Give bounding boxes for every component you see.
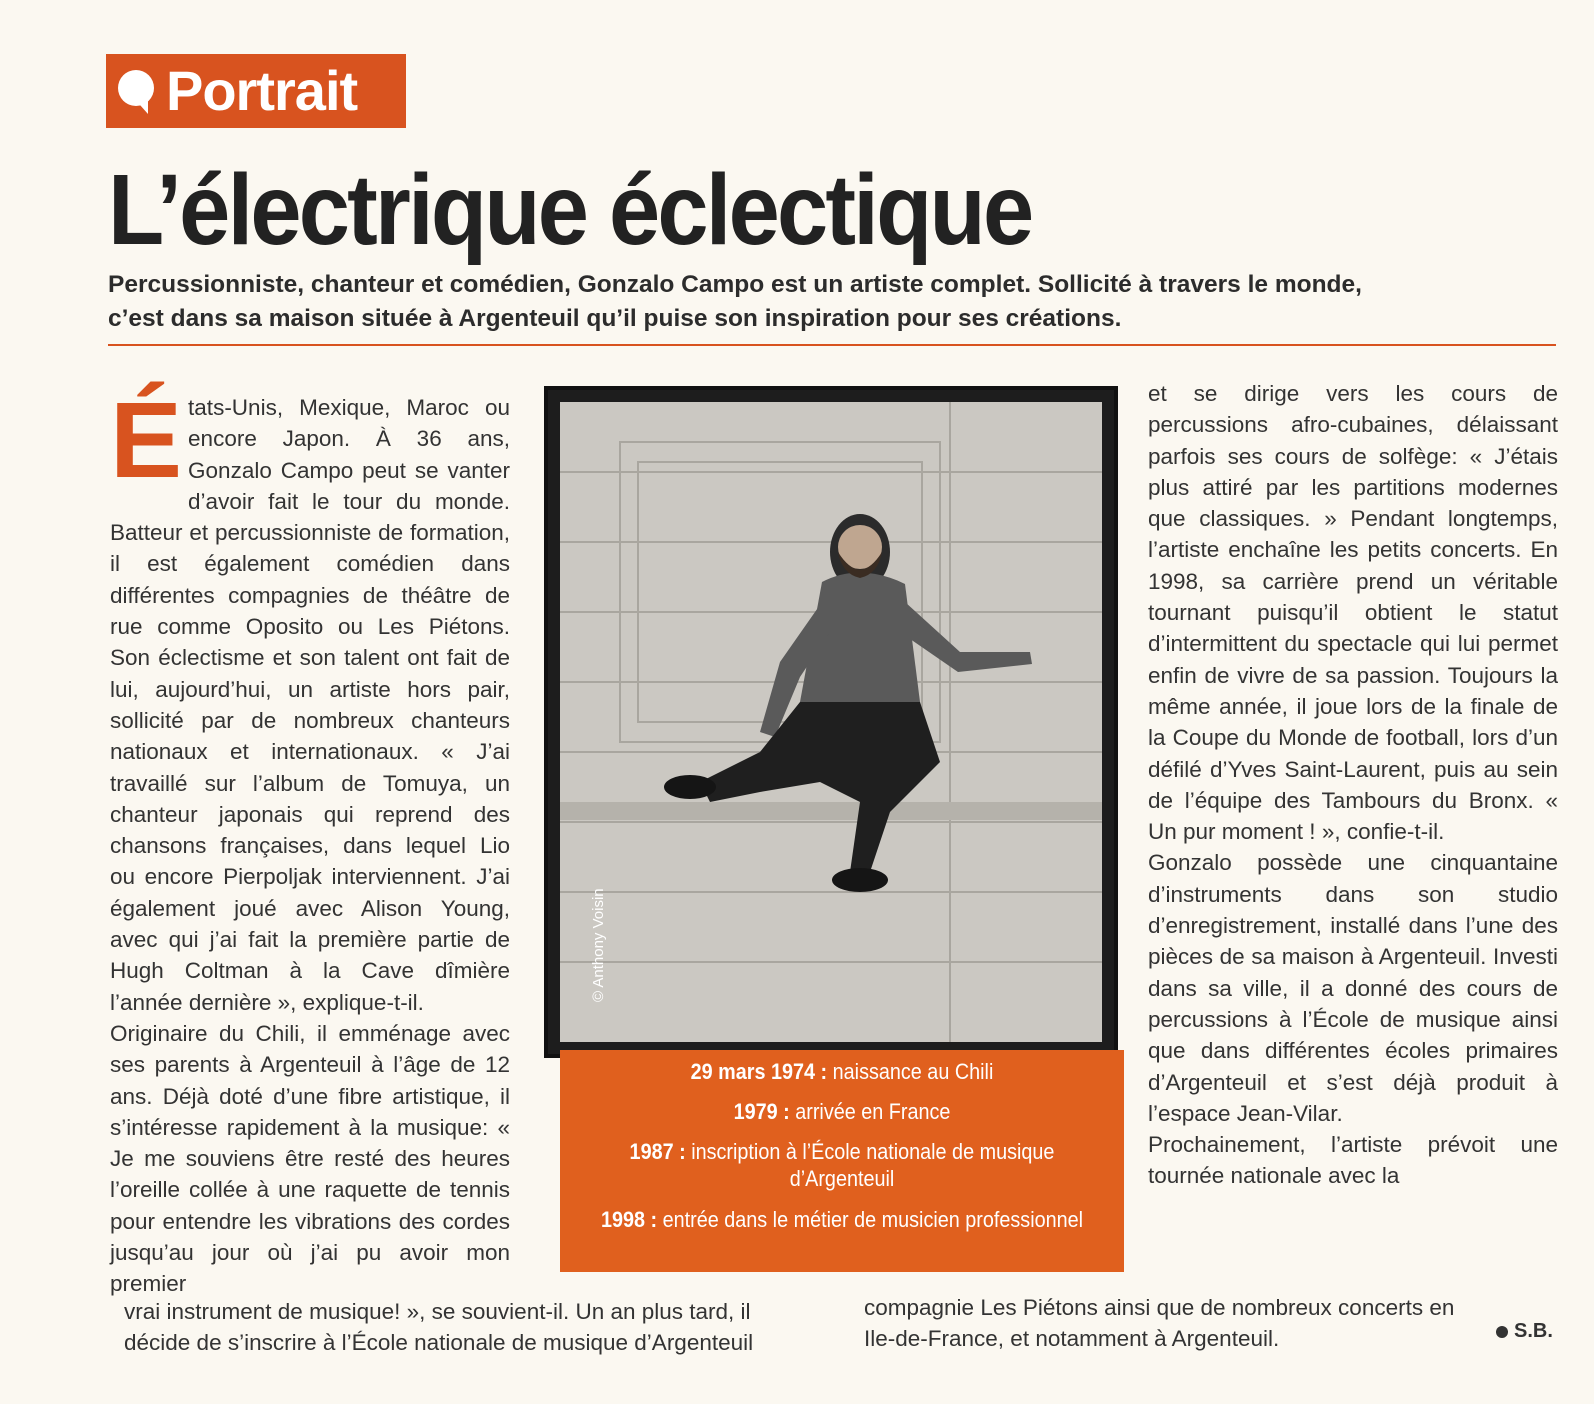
section-rubric — [106, 54, 406, 128]
orange-rule — [108, 344, 1556, 346]
bottom-left-line-1: vrai instrument de musique! », se souvient-il. Un an plus tard, il — [124, 1299, 751, 1324]
bottom-right-line-1: compagnie Les Piétons ainsi que de nombreux concerts en — [864, 1295, 1455, 1320]
photo-frame — [544, 386, 1118, 1058]
timeline-entry — [588, 1098, 1096, 1125]
lede-line-2: c’est dans sa maison située à Argenteuil qu’il puise son inspiration pour ses créations. — [108, 305, 1122, 332]
timeline-date: 1987 : — [629, 1139, 686, 1164]
timeline-box — [560, 1050, 1124, 1272]
paragraph-intro-text: tats-Unis, Mexique, Maroc ou encore Japon. À 36 ans, Gonzalo Campo peut se vanter d’avoir fait le tour du monde. Batteur et percussionniste de formation, il est également comédien dans différentes compagnies de théâtre de rue comme Oposito ou Les Piétons. Son éclectisme et son talent ont fait de lui, aujourd’hui, un artiste hors pair, sollicité par de nombreux chanteurs nationaux et internationaux. « J’ai travaillé sur l’album de Tomuya, un chanteur japonais qui reprend des chansons françaises, dans lequel Lio ou encore Pierpoljak interviennent. J’ai également joué avec Alison Young, avec qui j’ai fait la première partie de Hugh Coltman à la Cave dîmière l’année dernière », explique-t-il. — [110, 395, 510, 1015]
article-column-left — [110, 379, 510, 1300]
speech-bubble-icon — [118, 68, 156, 114]
timeline-text: inscription à l’École nationale de musique d’Argenteuil — [685, 1139, 1055, 1191]
timeline-text: entrée dans le métier de musicien professionnel — [657, 1207, 1084, 1232]
author-signature — [1496, 1320, 1553, 1343]
portrait-photo — [560, 402, 1102, 1042]
timeline-date: 1998 : — [600, 1207, 658, 1232]
rubric-label: Portrait — [166, 59, 358, 122]
article-column-right — [1148, 378, 1558, 1192]
timeline-date: 29 mars 1974 : — [690, 1059, 828, 1084]
timeline-text: arrivée en France — [789, 1099, 951, 1124]
paragraph-origins: Originaire du Chili, il emménage avec ses parents à Argenteuil à l’âge de 12 ans. Déjà doté d’une fibre artistique, il s’intéresse rapidement à la musique: « Je me souviens être resté des heures l’oreille collée à une raquette de tennis pour entendre les vibrations des cordes jusqu’au jour où j’ai pu avoir mon premier — [110, 1020, 510, 1297]
bullet-dot-icon — [1496, 1326, 1508, 1338]
paragraph-intro — [110, 379, 510, 1018]
paragraph-studio: Gonzalo possède une cinquantaine d’instruments dans son studio d’enregistrement, installé dans l’une des pièces de sa maison à Argenteuil. Investi dans sa ville, il a donné des cours de percussions à l’École de musique ainsi que dans différentes écoles primaires d’Argenteuil et s’est déjà produit à l’espace Jean-Vilar. — [1148, 850, 1558, 1126]
timeline-text: naissance au Chili — [827, 1059, 994, 1084]
article-bottom-right — [864, 1292, 1564, 1355]
paragraph-upcoming: Prochainement, l’artiste prévoit une tournée nationale avec la — [1148, 1132, 1558, 1189]
lede — [108, 268, 1548, 336]
photo-credit: © Anthony Voisin — [590, 888, 607, 1002]
bottom-right-line-2: Ile-de-France, et notamment à Argenteuil. — [864, 1326, 1280, 1352]
timeline-entry — [588, 1206, 1096, 1233]
jumping-man-illustration — [560, 402, 1102, 1042]
bottom-left-line-2: décide de s’inscrire à l’École nationale de musique d’Argenteuil — [124, 1330, 754, 1356]
headline: L’électrique éclectique — [108, 154, 1032, 266]
signature-text: S.B. — [1514, 1320, 1553, 1342]
timeline-entry — [588, 1138, 1096, 1192]
timeline-date: 1979 : — [733, 1099, 790, 1124]
paragraph-career: et se dirige vers les cours de percussions afro-cubaines, délaissant parfois ses cours de solfège: « J’étais plus attiré par les partitions modernes que classiques. » Pendant longtemps, l’artiste enchaîne les petits concerts. En 1998, sa carrière prend un véritable tournant puisqu’il obtient le statut d’intermittent du spectacle qui lui permet enfin de vivre de sa passion. Toujours la même année, il joue lors de la finale de la Coupe du Monde de football, lors d’un défilé d’Yves Saint-Laurent, puis au sein de l’équipe des Tambours du Bronx. « Un pur moment ! », confie-t-il. — [1148, 381, 1558, 845]
timeline-entry — [588, 1058, 1096, 1085]
article-bottom-left — [124, 1296, 824, 1359]
lede-line-1: Percussionniste, chanteur et comédien, Gonzalo Campo est un artiste complet. Sollicité à travers le monde, — [108, 271, 1362, 298]
drop-cap: É — [110, 379, 183, 500]
